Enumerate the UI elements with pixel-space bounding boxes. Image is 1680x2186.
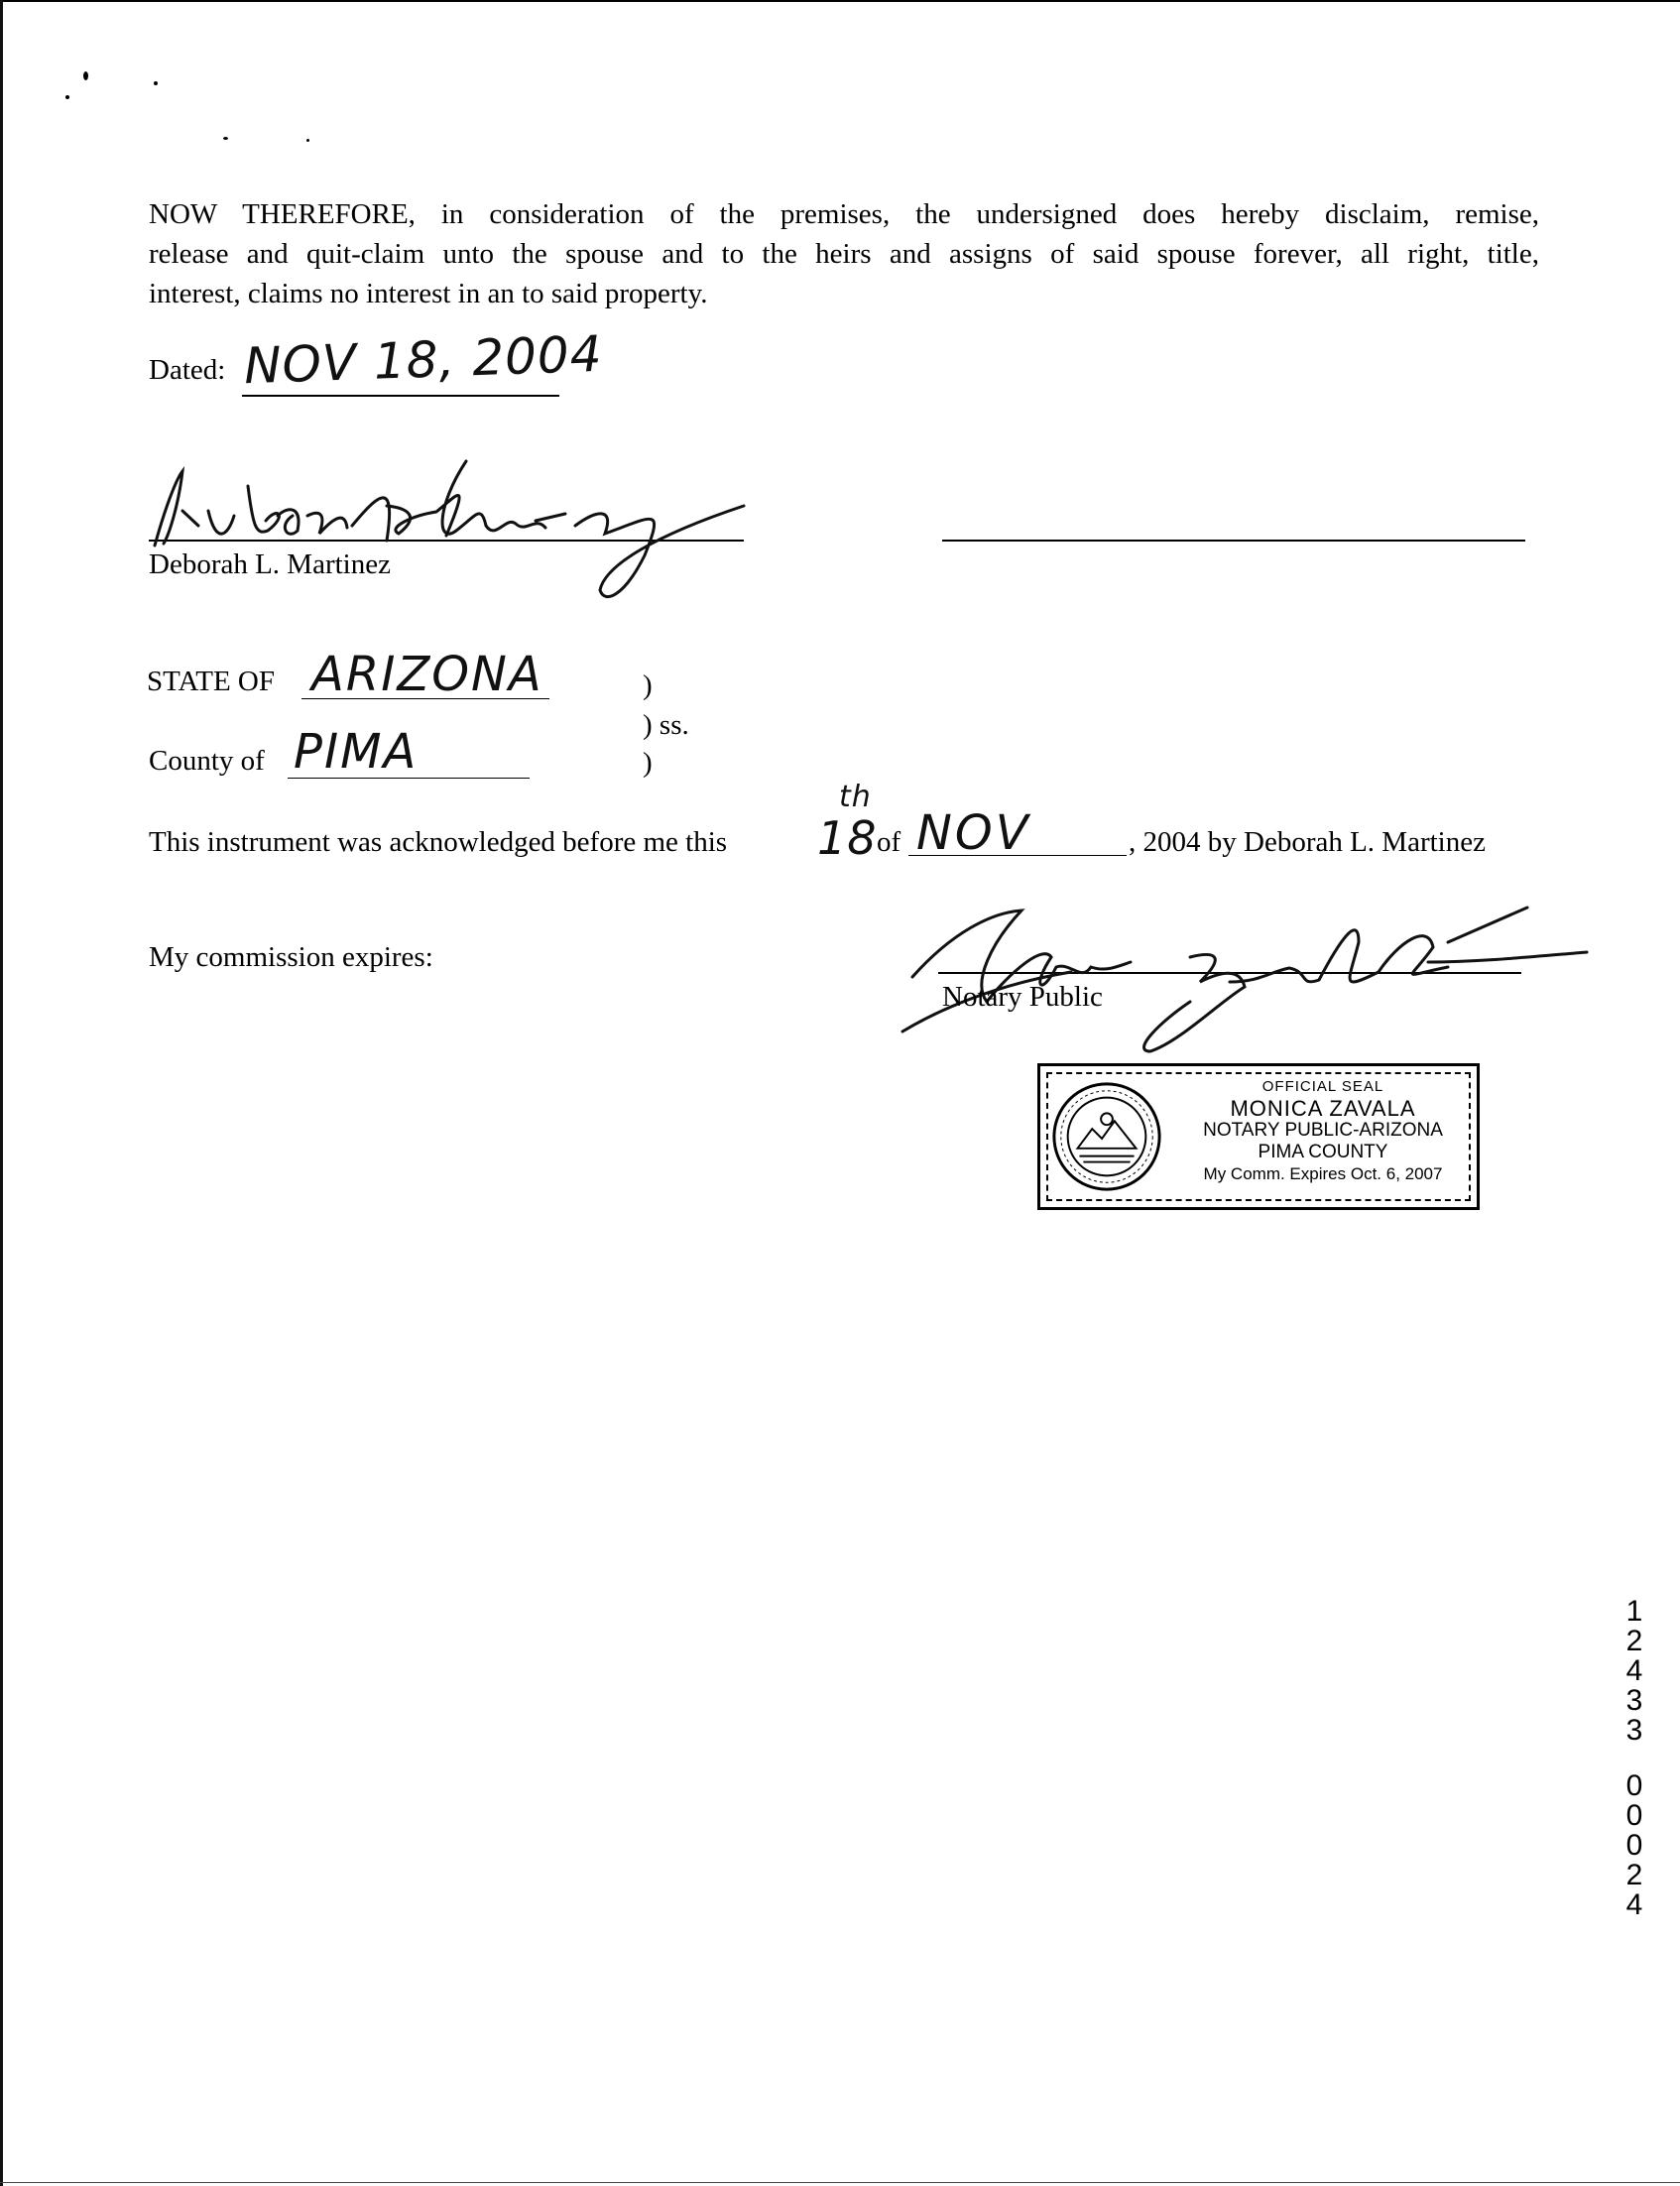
ack-suffix: , 2004 by Deborah L. Martinez [1129,826,1486,858]
ack-prefix: This instrument was acknowledged before me this [149,826,728,858]
signer-signature [139,417,754,615]
state-label: STATE OF [147,666,275,697]
second-signature-line [942,540,1525,542]
dated-line [242,395,559,397]
scan-edge-top [0,0,1680,2]
county-label: County of [149,745,265,777]
seal-text [1179,1076,1467,1185]
dated-value: NOV 18, 2004 [243,324,604,396]
dated-label: Dated: [149,354,226,386]
paragraph-line: NOW THEREFORE, in consideration of the premises, the undersigned does hereby disclaim, remise, [149,198,1539,230]
seal-line-title: NOTARY PUBLIC-ARIZONA [1203,1120,1443,1141]
seal-line-official: OFFICIAL SEAL [1261,1078,1384,1095]
signer-name: Deborah L. Martinez [149,548,391,580]
notary-public-label: Notary Public [942,981,1103,1013]
seal-line-county: PIMA COUNTY [1258,1142,1388,1162]
bates-digit: 4 [1625,1888,1643,1921]
bates-digit: 3 [1625,1714,1643,1747]
bates-digit: 0 [1625,1799,1643,1832]
paragraph-line: release and quit-claim unto the spouse and to the heirs and assigns of said spouse forever, all right, title, [149,238,1539,270]
notary-signature [893,873,1607,1071]
scan-edge-left [0,0,3,2186]
seal-line-expires: My Comm. Expires Oct. 6, 2007 [1203,1164,1443,1183]
bates-gap [1622,1746,1646,1771]
ack-day: 18 [817,811,878,865]
ss-paren-2: ) ss. [643,709,689,741]
ss-paren-3: ) [643,747,653,779]
bates-digit: 4 [1625,1654,1643,1687]
bates-digit: 2 [1625,1859,1643,1891]
notary-seal-stamp [1037,1063,1480,1210]
scan-speck [223,137,228,140]
bates-digit: 0 [1625,1769,1643,1802]
ack-of: of [877,826,901,858]
scan-speck [83,71,88,80]
bates-digit: 1 [1625,1595,1643,1628]
scan-edge-bottom [0,2182,1680,2183]
seal-line-name: MONICA ZAVALA [1230,1096,1416,1121]
bates-digit: 0 [1625,1829,1643,1862]
county-value: PIMA [294,724,419,780]
bates-digit: 3 [1625,1684,1643,1717]
state-value: ARIZONA [311,647,543,702]
state-seal-icon [1048,1078,1165,1195]
ack-month: NOV [916,805,1031,861]
scan-speck [306,139,309,142]
paragraph-line: interest, claims no interest in an to said property. [149,278,708,309]
scan-speck [65,95,69,99]
scan-speck [154,81,158,85]
bates-number [1622,1597,1646,1920]
ack-day-suffix: th [839,780,872,814]
commission-label: My commission expires: [149,941,433,973]
quitclaim-paragraph [149,194,1539,313]
ss-paren-1: ) [643,669,653,701]
bates-digit: 2 [1625,1625,1643,1657]
